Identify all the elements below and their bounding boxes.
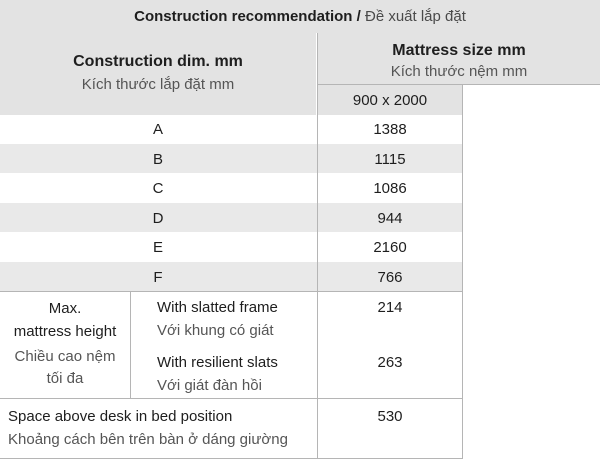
max-height-label-cell: [0, 292, 130, 398]
row-label: F: [153, 269, 163, 286]
title-vi: Đề xuất lắp đặt: [364, 8, 466, 25]
max-height-label-vi-2: tối đa: [46, 370, 84, 387]
header-construction-dim-vi: Kích thước lắp đặt mm: [81, 76, 235, 93]
row-value: 944: [377, 210, 403, 227]
max-height-label-en-1: Max.: [48, 300, 82, 317]
divider-max-height-top: [0, 291, 462, 292]
title-en: Construction recommendation: [134, 8, 353, 25]
resilient-slats-vi: Với giát đàn hồi: [157, 377, 262, 394]
row-value: 2160: [373, 239, 407, 256]
row-label: D: [152, 210, 164, 227]
header-mattress-variant-label: 900 x 2000: [352, 92, 428, 109]
space-above-vi: Khoảng cách bên trên bàn ở dáng giường: [8, 431, 288, 448]
slatted-frame-vi: Với khung có giát: [157, 322, 274, 339]
row-label: E: [152, 239, 163, 256]
resilient-slats-value: 263: [377, 354, 403, 371]
header-construction-dim-en: Construction dim. mm: [73, 53, 243, 70]
row-value: 1115: [374, 151, 406, 168]
header-mattress-variant: [318, 85, 462, 115]
title-separator: /: [356, 8, 361, 25]
divider-header: [318, 84, 600, 85]
max-height-label-vi-1: Chiều cao nệm: [14, 348, 116, 365]
row-label: C: [152, 180, 164, 197]
header-construction-dim: [0, 33, 316, 115]
row-label: A: [152, 121, 163, 138]
row-label: B: [152, 151, 163, 168]
header-mattress-size: [318, 33, 600, 84]
table-title: [0, 0, 600, 33]
max-height-label-en-2: mattress height: [13, 323, 117, 340]
divider-vertical-max-height: [130, 292, 131, 398]
row-value: 1388: [373, 121, 407, 138]
divider-space-above-top: [0, 398, 462, 399]
header-mattress-size-en: Mattress size mm: [392, 42, 526, 59]
space-above-value: 530: [377, 408, 403, 425]
slatted-frame-en: With slatted frame: [157, 299, 278, 316]
divider-vertical-main: [317, 33, 318, 459]
row-value: 1086: [373, 180, 407, 197]
resilient-slats-en: With resilient slats: [157, 354, 278, 371]
row-value: 766: [377, 269, 403, 286]
header-mattress-size-vi: Kích thước nệm mm: [390, 63, 528, 80]
divider-vertical-right: [462, 85, 463, 459]
space-above-en: Space above desk in bed position: [8, 408, 233, 425]
slatted-frame-value: 214: [377, 299, 403, 316]
